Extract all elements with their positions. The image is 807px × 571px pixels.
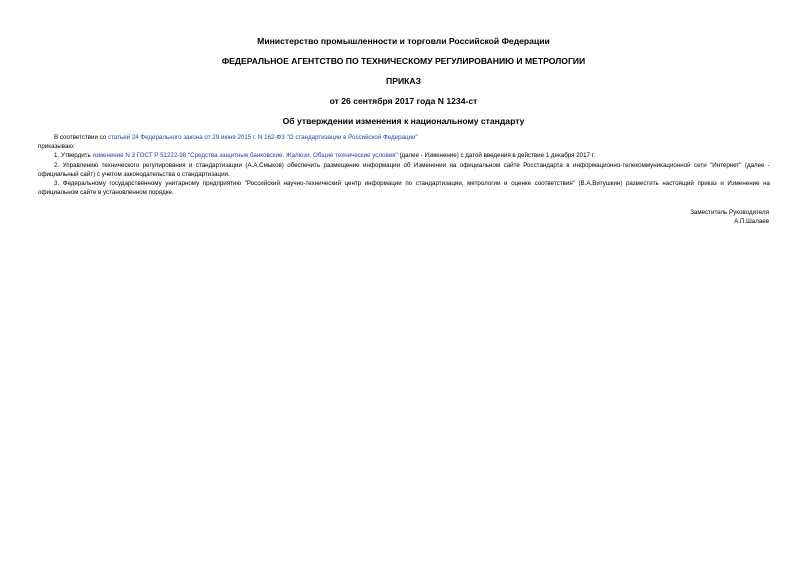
date-number-heading: от 26 сентября 2017 года N 1234-ст [329,96,478,106]
item-1-text-after: (далее - Изменение) с датой введения в действие 1 декабря 2017 г. [397,152,595,160]
signatory-position: Заместитель Руководителя [690,209,769,216]
subject-heading: Об утверждении изменения к национальному стандарту [282,116,525,126]
gost-change-link[interactable]: изменение N 3 ГОСТ Р 51222-98 "Средства защитные банковские. Жалюзи. Общие технические условия" [92,152,398,160]
item-3-paragraph: 3. Федеральному государственному унитарному предприятию "Российский научно-технический центр информации по стандартизации, метрологии и оценке соответствия" (В.А.Витушкин) разместить настоящий приказ и Изменение на официальном сайте в установленном порядке. [38,180,770,197]
document-type-heading: ПРИКАЗ [386,76,421,86]
signature-block [469,208,769,226]
item-1-text-before: 1. Утвердить [54,152,93,160]
signatory-name: А.П.Шалаев [734,218,769,226]
preamble-paragraph [38,133,770,142]
ministry-heading: Министерство промышленности и торговли Российской Федерации [257,36,550,46]
federal-law-link[interactable]: статьей 24 Федерального закона от 29 июня 2015 г. N 162-ФЗ "О стандартизации в Российской Федерации" [107,134,418,141]
item-2-paragraph: 2. Управлению технического регулирования и стандартизации (А.А.Смыков) обеспечить размещение информации об Изменении на официальном сайте Росстандарта в информационно-телекоммуникационной сети "Интернет" (далее - официальный сайт) с учетом законодательства о стандартизации. [38,161,770,178]
preamble-text: В соответствии со [54,134,108,141]
item-1-paragraph [38,151,770,160]
agency-heading: ФЕДЕРАЛЬНОЕ АГЕНТСТВО ПО ТЕХНИЧЕСКОМУ РЕГУЛИРОВАНИЮ И МЕТРОЛОГИИ [221,56,586,66]
order-word: приказываю: [38,143,75,151]
document-body [38,133,770,197]
